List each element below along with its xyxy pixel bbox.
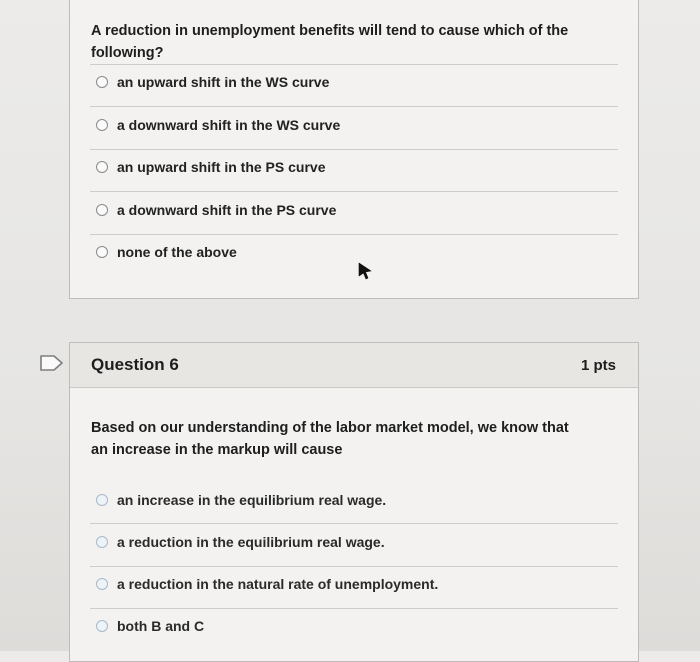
answer-label: a reduction in the equilibrium real wage. xyxy=(117,534,385,550)
radio-button[interactable] xyxy=(96,578,108,590)
mouse-pointer-icon xyxy=(357,262,373,280)
radio-button[interactable] xyxy=(96,161,108,173)
divider xyxy=(90,523,618,524)
q6-answer-1[interactable] xyxy=(96,492,386,508)
q6-answer-2[interactable] xyxy=(96,534,385,550)
q5-answer-3[interactable] xyxy=(96,159,325,175)
q5-answer-2[interactable] xyxy=(96,117,340,133)
divider xyxy=(90,234,618,235)
question-6-card xyxy=(69,342,639,662)
answer-label: an increase in the equilibrium real wage. xyxy=(117,492,387,508)
q5-answer-1[interactable] xyxy=(96,74,329,90)
answer-label: both B and C xyxy=(117,618,205,634)
answer-label: a reduction in the natural rate of unemployment. xyxy=(117,576,439,592)
divider xyxy=(90,566,618,567)
radio-button[interactable] xyxy=(96,246,108,258)
question-5-prompt: A reduction in unemployment benefits will tend to cause which of the following? xyxy=(91,23,569,61)
question-title: Question 6 xyxy=(91,355,179,374)
radio-button[interactable] xyxy=(96,620,108,632)
q6-answer-4[interactable] xyxy=(96,618,204,634)
question-points: 1 pts xyxy=(580,357,616,374)
divider xyxy=(90,149,618,150)
question-header xyxy=(70,343,638,388)
question-5-card xyxy=(69,0,639,299)
divider xyxy=(90,106,618,107)
flag-outline-icon[interactable] xyxy=(39,354,65,372)
answer-label: an upward shift in the PS curve xyxy=(117,159,326,175)
radio-button[interactable] xyxy=(96,204,108,216)
divider xyxy=(90,191,618,192)
answer-label: an upward shift in the WS curve xyxy=(117,74,330,90)
answer-label: a downward shift in the PS curve xyxy=(117,202,337,218)
answer-label: a downward shift in the WS curve xyxy=(117,117,341,133)
answer-label: none of the above xyxy=(117,244,237,260)
radio-button[interactable] xyxy=(96,494,108,506)
radio-button[interactable] xyxy=(96,76,108,88)
divider xyxy=(90,608,618,609)
radio-button[interactable] xyxy=(96,536,108,548)
q5-answer-5[interactable] xyxy=(96,244,237,260)
q5-answer-4[interactable] xyxy=(96,202,336,218)
divider xyxy=(90,64,618,65)
q6-answer-3[interactable] xyxy=(96,576,438,592)
radio-button[interactable] xyxy=(96,119,108,131)
question-6-prompt: Based on our understanding of the labor market model, we know that an increase in the markup will cause xyxy=(91,420,569,458)
